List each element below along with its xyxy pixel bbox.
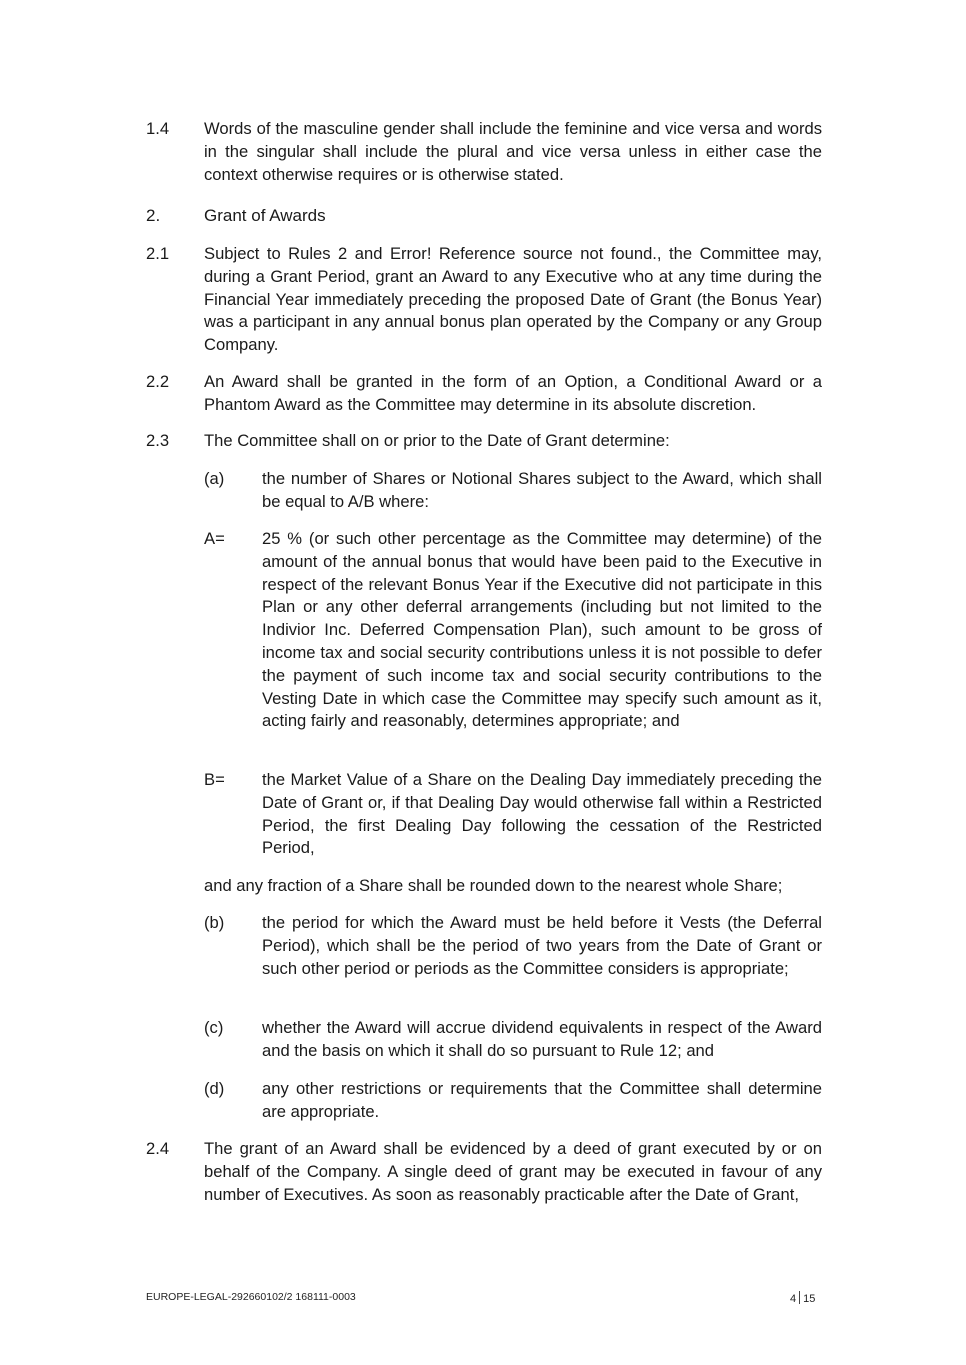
subclause-label: (d) [204,1079,225,1098]
subclause-c [204,1017,822,1063]
definition-text: the Market Value of a Share on the Dealing Day immediately preceding the Date of Grant or, if that Dealing Day would otherwise fall within a Restricted Period, the first Dealing Day following the cessation of the Restricted Period, [262,770,822,858]
subclause-d [204,1078,822,1124]
section-title: Grant of Awards [204,206,326,225]
page-separator [799,1291,800,1304]
clause-number: 2.2 [146,372,170,391]
clause-2-2 [146,371,822,417]
clause-text: Words of the masculine gender shall include the feminine and vice versa and words in the singular shall include the plural and vice versa unless in either case the context otherwise requires or is otherwise stated. [204,119,822,184]
clause-text: The grant of an Award shall be evidenced by a deed of grant executed by or on behalf of the Company. A single deed of grant may be executed in favour of any number of Executives. As soon as reasonably practicable after the Date of Grant, [204,1139,822,1204]
subclause-text: any other restrictions or requirements that the Committee shall determine are appropriate. [262,1079,822,1121]
subclause-a [204,468,822,514]
clause-2-4 [146,1138,822,1206]
footer-page-number [790,1291,815,1305]
clause-text: The Committee shall on or prior to the Date of Grant determine: [204,431,670,450]
subclause-text: the period for which the Award must be held before it Vests (the Deferral Period), which shall be the period of two years from the Date of Grant or such other period or periods as the Committee considers is appropriate; [262,913,822,978]
subclause-text: whether the Award will accrue dividend equivalents in respect of the Award and the basis on which it shall do so pursuant to Rule 12; and [262,1018,822,1060]
definition-B [204,769,822,860]
subclause-b [204,912,822,980]
clause-2-3 [146,430,822,453]
footer-document-reference: EUROPE-LEGAL-292660102/2 168111-0003 [146,1291,356,1303]
definition-A [204,528,822,733]
section-2-heading [146,205,822,228]
subclause-label: (c) [204,1018,224,1037]
clause-text: An Award shall be granted in the form of an Option, a Conditional Award or a Phantom Award as the Committee may determine in its absolute discretion. [204,372,822,414]
clause-text: Subject to Rules 2 and Error! Reference source not found., the Committee may, during a Grant Period, grant an Award to any Executive who at any time during the Financial Year immediately preceding the proposed Date of Grant (the Bonus Year) was a participant in any annual bonus plan operated by the Company or any Group Company. [204,244,822,355]
clause-number: 2.1 [146,244,170,263]
clause-number: 2.4 [146,1139,170,1158]
page-total: 15 [803,1293,816,1305]
clause-number: 2.3 [146,431,170,450]
fraction-rounding-text: and any fraction of a Share shall be rounded down to the nearest whole Share; [204,876,783,895]
clause-number: 1.4 [146,119,170,138]
clause-2-1 [146,243,822,357]
subclause-label: (b) [204,913,225,932]
clause-1-4 [146,118,822,186]
definition-label: B= [204,770,225,789]
definition-text: 25 % (or such other percentage as the Committee may determine) of the amount of the annual bonus that would have been paid to the Executive in respect of the relevant Bonus Year if the Executive did not participate in this Plan or any other deferral arrangements (including but not limited to the Indivior Inc. Deferred Compensation Plan), such amount to be gross of income tax and social security contributions unless it is not possible to defer the payment of such income tax and social security contributions to the Vesting Date in which case the Committee may specify such amount as it, acting fairly and reasonably, determines appropriate; and [262,529,822,731]
definition-label: A= [204,529,225,548]
subclause-text: the number of Shares or Notional Shares subject to the Award, which shall be equal to A/B where: [262,469,822,511]
page-current: 4 [790,1293,797,1305]
subclause-label: (a) [204,469,225,488]
section-number: 2. [146,206,161,225]
